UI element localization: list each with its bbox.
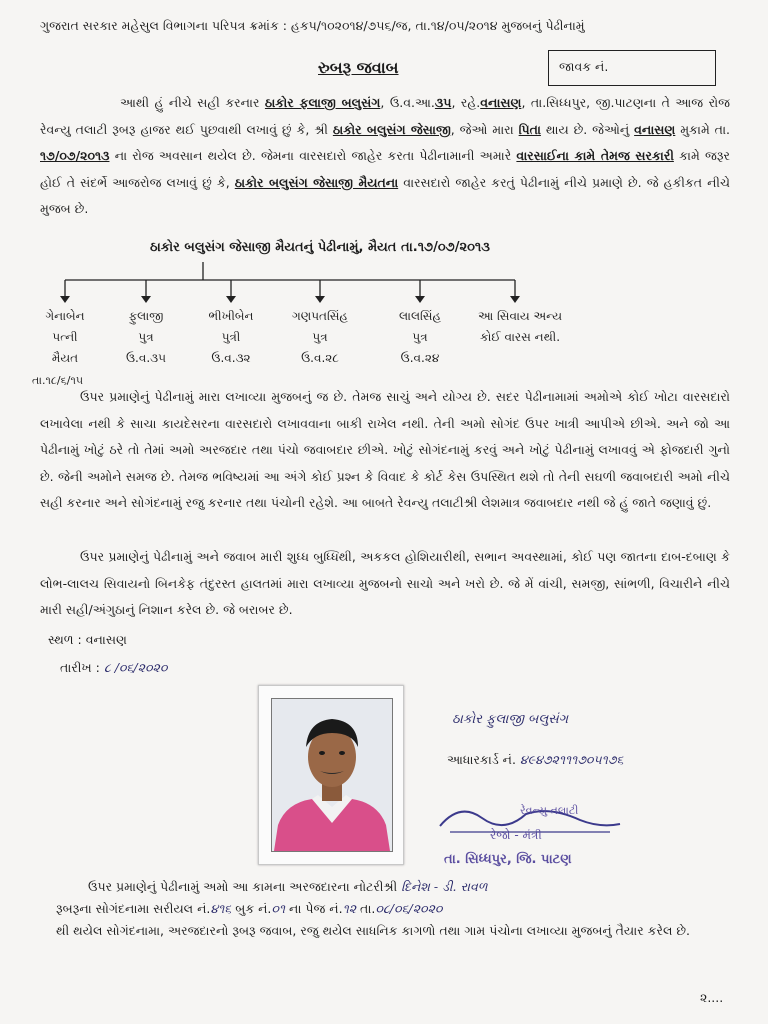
- text-span: ના પેજ નં.: [289, 901, 343, 916]
- text-span: ના રોજ અવસાન થયેલ છે. જેમના વારસદારો જાહેર કરતા પેઢીનામાની અમારે: [109, 148, 517, 163]
- heir-relation: પુત્રી: [221, 330, 241, 344]
- text-span: મુકામે તા.: [675, 121, 731, 137]
- text-span: બુક નં.: [235, 901, 272, 916]
- circular-header: ગુજરાત સરકાર મહેસુલ વિભાગના પરિપત્ર ક્રમાંક : હકપ/૧૦૨૦૧૪/૭૫૬/જ, તા.૧૪/૦૫/૨૦૧૪ મુજબનું પેઢીનામું: [40, 18, 585, 33]
- text-span: , ઉ.વ.આ.: [380, 95, 435, 110]
- village-name: વનાસણ: [480, 95, 522, 110]
- text-span: આથી હું નીચે સહી કરનાર: [120, 95, 265, 110]
- deceased-heirs: ઠાકોર બલુસંગ જેસાજી મૈયતના: [234, 174, 399, 190]
- text-span: , જેઓ મારા: [450, 121, 519, 137]
- stamp-designation: રેજો - મંત્રી: [490, 828, 542, 842]
- date-line: [60, 660, 167, 676]
- notary-name: દિનેશ - ડી. રાવળ: [401, 879, 488, 894]
- stamp-title: રેવન્યુ તલાટી: [520, 804, 579, 817]
- death-place: વનાસણ: [634, 121, 676, 137]
- heir-name: ભીખીબેન: [208, 309, 254, 323]
- text-span: , તા.સિધ્ધપુર, જી.પાટણના તે આજ રોજ રેવન્યુ તલાટી રૂબરૂ હાજર થઈ પુછવાથી લખાવું છું કે, શ્રી: [40, 95, 730, 137]
- text-span: વારસદારો જાહેર કરતું પેઢીનામું નીચે પ્રમાણે છે. જે હકીકત નીચે મુજબ છે.: [40, 174, 730, 216]
- purpose: વારસાઈના કામે તેમજ સરકારી: [516, 148, 674, 163]
- heir-2: [101, 306, 191, 369]
- heir-age: ઉ.વ.૨૮: [301, 351, 339, 365]
- book-number: ૦૧: [271, 901, 286, 916]
- heir-relation: પુત્ર: [312, 330, 328, 344]
- heir-relation: પત્ની: [52, 330, 78, 344]
- heir-4: [275, 306, 365, 369]
- text-span: ઉપર પ્રમાણેનું પેઢીનામું અમો આ કામના અરજદારના નોટરીશ્રી: [88, 879, 398, 894]
- aadhar-line: [447, 752, 623, 768]
- place-value: વનાસણ: [85, 632, 127, 647]
- applicant-signature: ઠાકોર ફુલાજી બલુસંગ: [452, 712, 569, 727]
- aadhar-number: ૪૯૪૭૨૧૧૧૭૦૫૧૭૬: [519, 752, 624, 767]
- affidavit-serial: ૪૧૬: [210, 901, 232, 916]
- heir-relation: પુત્ર: [138, 330, 154, 344]
- place-line: [48, 632, 127, 648]
- applicant-photo-frame: [258, 685, 404, 865]
- heir-age: ઉ.વ.૨૪: [400, 351, 440, 365]
- family-tree-title: ઠાકોર બલુસંગ જેસાજી મૈયતનું પેઢીનામું, મૈયત તા.૧૭/૦૭/૨૦૧૩: [150, 240, 490, 255]
- heir-age: ઉ.વ.૩૫: [125, 351, 167, 365]
- date-value: ૮ /૦૬/૨૦૨૦: [103, 660, 168, 675]
- family-tree-lines: [0, 0, 768, 320]
- applicant-name: ઠાકોર ફલાજી બલુસંગ: [264, 95, 381, 110]
- heir-3: [186, 306, 276, 369]
- heir-name: ગેનાબેન: [45, 309, 85, 323]
- page-number-field: ૧૨: [342, 901, 357, 916]
- heir-age: મૈયત: [51, 351, 79, 365]
- document-title: રુબરૂ જવાબ: [318, 58, 399, 77]
- heir-name: ફુલાજી: [128, 309, 164, 323]
- declaration-paragraph: ઉપર પ્રમાણેનું પેઢીનામું મારા લખાવ્યા મુજબનું જ છે. તેમજ સાચું અને યોગ્ય છે. સદર પેઢીનામામાં અમોએ કોઈ ખોટા વારસદારો લખાવેલા નથી કે સાચા કાયદેસરના વારસદારો લખાવવાના બાકી રાખેલ નથી. તેની અમો સોગંદ ઉપર ખાત્રી આપીએ છીએ. અને જો આ પેઢીનામું ખોટું ઠરે તો તેમાં અમો અરજદાર તથા પંચો જવાબદાર છીએ. ખોટું સોગંદનામું કરવું અને ખોટું પેઢીનામું લખાવવું એ ફોજદારી ગુનો છે. જેની અમોને સમજ છે. તેમજ ભવિષ્યમાં આ અંગે કોઈ પ્રશ્ન કે વિવાદ કે કોર્ટ કેસ ઉપસ્થિત થશે તો તેની સઘળી જવાબદારી અમો નીચે સહી કરનાર અને સોગંદનામું રજુ કરનાર તથા પંચોની રહેશે. આ બાબતે રેવન્યુ તલાટીશ્રી લેશમાત્ર જવાબદાર નથી જે હું જાતે જણાવું છું.: [40, 389, 730, 510]
- text-span: કામે જરૂર હોઈ તે સંદર્ભે આજરોજ લખાવું છું કે,: [40, 148, 730, 190]
- relation: પિતા: [518, 121, 541, 137]
- notary-paragraph: [56, 876, 746, 942]
- applicant-photo: [271, 698, 393, 852]
- page-number: ૨....: [700, 990, 724, 1005]
- heir-name: લાલસિંહ: [398, 309, 442, 323]
- text-span: રૂબરૂના સોગંદનામા સરીયલ નં.: [56, 901, 211, 916]
- affidavit-date: ૦૮/૦૬/૨૦૨૦: [375, 901, 443, 916]
- heir-relation: કોઈ વારસ નથી.: [479, 330, 561, 344]
- aadhar-label: આધારકાર્ડ નં.: [447, 752, 516, 767]
- heir-age: ઉ.વ.૩૨: [211, 351, 251, 365]
- heir-1: [20, 306, 110, 369]
- heir-relation: પુત્ર: [412, 330, 428, 344]
- handwritten-date-note: તા.૧૮/૬/૧૫: [32, 374, 84, 387]
- talati-stamp: [430, 798, 630, 878]
- stamp-jurisdiction: તા. સિધ્ધપુર, જિ. પાટણ: [444, 852, 572, 867]
- inward-number-label: જાવક નં.: [559, 59, 609, 74]
- consent-paragraph: ઉપર પ્રમાણેનું પેઢીનામું અને જવાબ મારી શુધ્ધ બુધ્ધિથી, અકકલ હોશિયારીથી, સભાન અવસ્થામાં, કોઈ પણ જાતના દાબ-દબાણ કે લોભ-લાલચ સિવાયનો બિનકેફ તંદુરસ્ત હાલતમાં મારા લખાવ્યા મુજબનો સાચો અને ખરો છે. જે મેં વાંચી, સમજી, સાંભળી, વિચારીને નીચે મારી સહી/અંગુઠાનું નિશાન કરેલ છે. જે બરાબર છે.: [40, 549, 730, 617]
- heir-5: [375, 306, 465, 369]
- heir-name: ગણપતસિંહ: [292, 309, 348, 323]
- deceased-name: ઠાકોર બલુસંગ જેસાજી: [332, 121, 451, 137]
- text-span: તા.: [360, 901, 376, 916]
- death-date: ૧૭/૦૭/૨૦૧૩: [40, 148, 110, 163]
- text-span: થી થયેલ સોગંદનામા, અરજદારનો રૂબરૂ જવાબ, રજુ થયેલ સાધનિક કાગળો તથા ગામ પંચોના લખાવ્યા મુજબનું તૈયાર કરેલ છે.: [56, 923, 691, 938]
- text-span: , રહે.: [451, 95, 481, 110]
- no-other-heirs: [460, 306, 580, 348]
- place-label: સ્થળ :: [48, 632, 82, 647]
- date-label: તારીખ :: [60, 660, 100, 675]
- text-span: થાય છે. જેઓનું: [540, 121, 635, 137]
- applicant-age: ૩૫: [434, 95, 452, 110]
- heir-name: આ સિવાય અન્ય: [477, 309, 563, 323]
